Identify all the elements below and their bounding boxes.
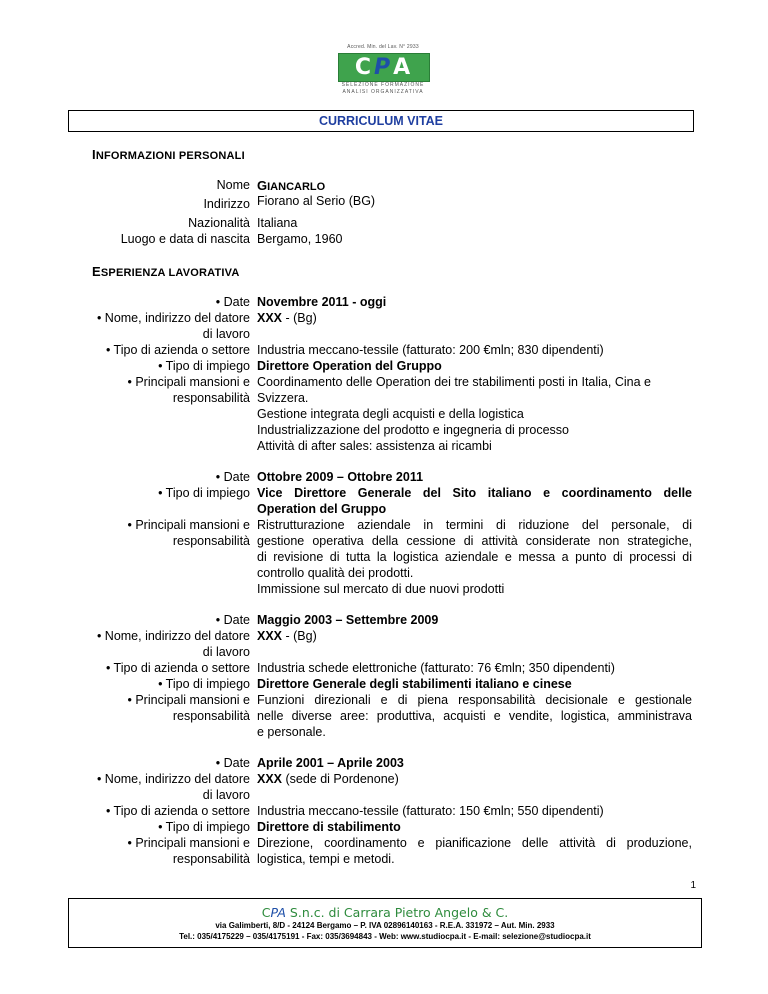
page-number: 1 — [690, 880, 696, 891]
job-date: Ottobre 2009 – Ottobre 2011 — [257, 470, 424, 484]
footer-company-name — [69, 905, 701, 920]
label-sector: • Tipo di azienda o settore — [105, 661, 250, 675]
document-title: CURRICULUM VITAE — [318, 114, 444, 128]
label-role: • Tipo di impiego — [158, 359, 250, 373]
section-heading-experience: ESPERIENZA LAVORATIVA — [92, 264, 240, 279]
job-duty-line: Immissione sul mercato di due nuovi prodotti — [257, 582, 505, 596]
label-address: Indirizzo — [203, 197, 250, 211]
label-duties: • Principali mansioni e — [127, 693, 250, 707]
label-duties: • Principali mansioni e — [127, 375, 250, 389]
job-duty-line: Attività di after sales: assistenza ai ricambi — [257, 439, 492, 453]
label-birth: Luogo e data di nascita — [120, 232, 250, 246]
logo-letter-p: P — [374, 55, 394, 80]
job-role: Direttore Operation del Gruppo — [257, 359, 442, 373]
job-employer-location: - (Bg) — [282, 311, 317, 325]
label-employer: • Nome, indirizzo del datore — [96, 311, 250, 325]
job-sector: Industria meccano-tessile (fatturato: 200 €mln; 830 dipendenti) — [257, 343, 604, 357]
job-duty-line: e personale. — [257, 725, 326, 739]
footer-cpa-c: C — [261, 905, 271, 920]
label-role: • Tipo di impiego — [158, 820, 250, 834]
job-duty-line: Funzioni direzionali e di piena responsabilità decisionale e gestionale — [257, 693, 692, 707]
job-sector: Industria meccano-tessile (fatturato: 150 €mln; 550 dipendenti) — [257, 804, 604, 818]
value-birth: Bergamo, 1960 — [257, 232, 343, 246]
label-date: • Date — [215, 613, 250, 627]
label-role: • Tipo di impiego — [158, 677, 250, 691]
label-name: Nome — [216, 178, 250, 192]
job-duty-line: di revisione di tutta la logistica aziendale e messa a punto di processi di — [257, 550, 692, 564]
job-duty-line: Gestione integrata degli acquisti e della logistica — [257, 407, 524, 421]
label-role: • Tipo di impiego — [158, 486, 250, 500]
label-duties-cont: responsabilità — [172, 709, 250, 723]
job-duty-line: nelle diverse aree: produttiva, acquisti e vendite, logistica, amministrava — [257, 709, 692, 723]
job-date: Maggio 2003 – Settembre 2009 — [257, 613, 439, 627]
logo-letter-a: A — [393, 55, 414, 80]
job-date: Aprile 2001 – Aprile 2003 — [257, 756, 404, 770]
job-employer — [257, 311, 692, 326]
label-employer: • Nome, indirizzo del datore — [96, 772, 250, 786]
job-employer — [257, 772, 692, 787]
footer-contacts: Tel.: 035/4175229 – 035/4175191 - Fax: 035/3694843 - Web: www.studiocpa.it - E-mail: selezione@studiocpa.it — [179, 932, 591, 941]
logo-letters — [339, 55, 429, 80]
job-employer-location: - (Bg) — [282, 629, 317, 643]
job-duty-line: Direzione, coordinamento e pianificazione delle attività di produzione, — [257, 836, 692, 850]
label-date: • Date — [215, 470, 250, 484]
label-date: • Date — [215, 295, 250, 309]
label-duties-cont: responsabilità — [172, 852, 250, 866]
job-employer — [257, 629, 692, 644]
label-duties-cont: responsabilità — [172, 391, 250, 405]
label-employer-cont: di lavoro — [202, 788, 250, 802]
label-nationality: Nazionalità — [188, 216, 250, 230]
value-name: GIANCARLO — [257, 178, 326, 193]
job-role: Vice Direttore Generale del Sito italiano e coordinamento delle — [257, 486, 692, 500]
logo-accreditation: Accred. Min. del Lav. N° 2933 — [347, 44, 419, 50]
job-duty-line: logistica, tempi e metodi. — [257, 852, 395, 866]
footer-cpa-pa: PA — [270, 905, 286, 920]
label-employer-cont: di lavoro — [202, 327, 250, 341]
label-employer-cont: di lavoro — [202, 645, 250, 659]
job-duty-line: Svizzera. — [257, 391, 309, 405]
label-duties: • Principali mansioni e — [127, 518, 250, 532]
job-role: Direttore di stabilimento — [257, 820, 401, 834]
section-heading-personal: INFORMAZIONI PERSONALI — [92, 147, 245, 162]
value-nationality: Italiana — [257, 216, 298, 230]
label-sector: • Tipo di azienda o settore — [105, 343, 250, 357]
cpa-logo — [335, 44, 431, 96]
job-employer-location: (sede di Pordenone) — [282, 772, 399, 786]
label-date: • Date — [215, 756, 250, 770]
logo-letter-c: C — [354, 55, 374, 80]
footer-company-rest: S.n.c. di Carrara Pietro Angelo & C. — [285, 905, 509, 920]
value-address: Fiorano al Serio (BG) — [257, 194, 376, 208]
job-duty-line: Industrializzazione del prodotto e ingegneria di processo — [257, 423, 569, 437]
label-employer: • Nome, indirizzo del datore — [96, 629, 250, 643]
job-role: Direttore Generale degli stabilimenti italiano e cinese — [257, 677, 572, 691]
job-sector: Industria schede elettroniche (fatturato: 76 €mln; 350 dipendenti) — [257, 661, 615, 675]
job-employer-name: XXX — [257, 772, 283, 786]
job-employer-name: XXX — [257, 629, 283, 643]
job-duty-line: controllo qualità dei prodotti. — [257, 566, 414, 580]
footer — [68, 898, 702, 948]
title-box — [68, 110, 694, 132]
job-duty-line: gestione operativa della cessione di attività considerate non strategiche, — [257, 534, 692, 548]
footer-address: via Galimberti, 8/D - 24124 Bergamo – P. IVA 02896140163 - R.E.A. 331972 – Aut. Min. 2933 — [215, 921, 555, 930]
job-duty-line: Coordinamento delle Operation dei tre stabilimenti posti in Italia, Cina e — [257, 375, 651, 389]
job-duty-line: Ristrutturazione aziendale in termini di riduzione del personale, di — [257, 518, 692, 532]
label-sector: • Tipo di azienda o settore — [105, 804, 250, 818]
job-employer-name: XXX — [257, 311, 283, 325]
job-role-cont: Operation del Gruppo — [257, 502, 387, 516]
label-duties: • Principali mansioni e — [127, 836, 250, 850]
job-date: Novembre 2011 - oggi — [257, 295, 387, 309]
label-duties-cont: responsabilità — [172, 534, 250, 548]
logo-tagline-1: SELEZIONE FORMAZIONE — [341, 82, 425, 88]
logo-tagline-2: ANALISI ORGANIZZATIVA — [342, 89, 424, 95]
logo-box — [338, 53, 430, 82]
